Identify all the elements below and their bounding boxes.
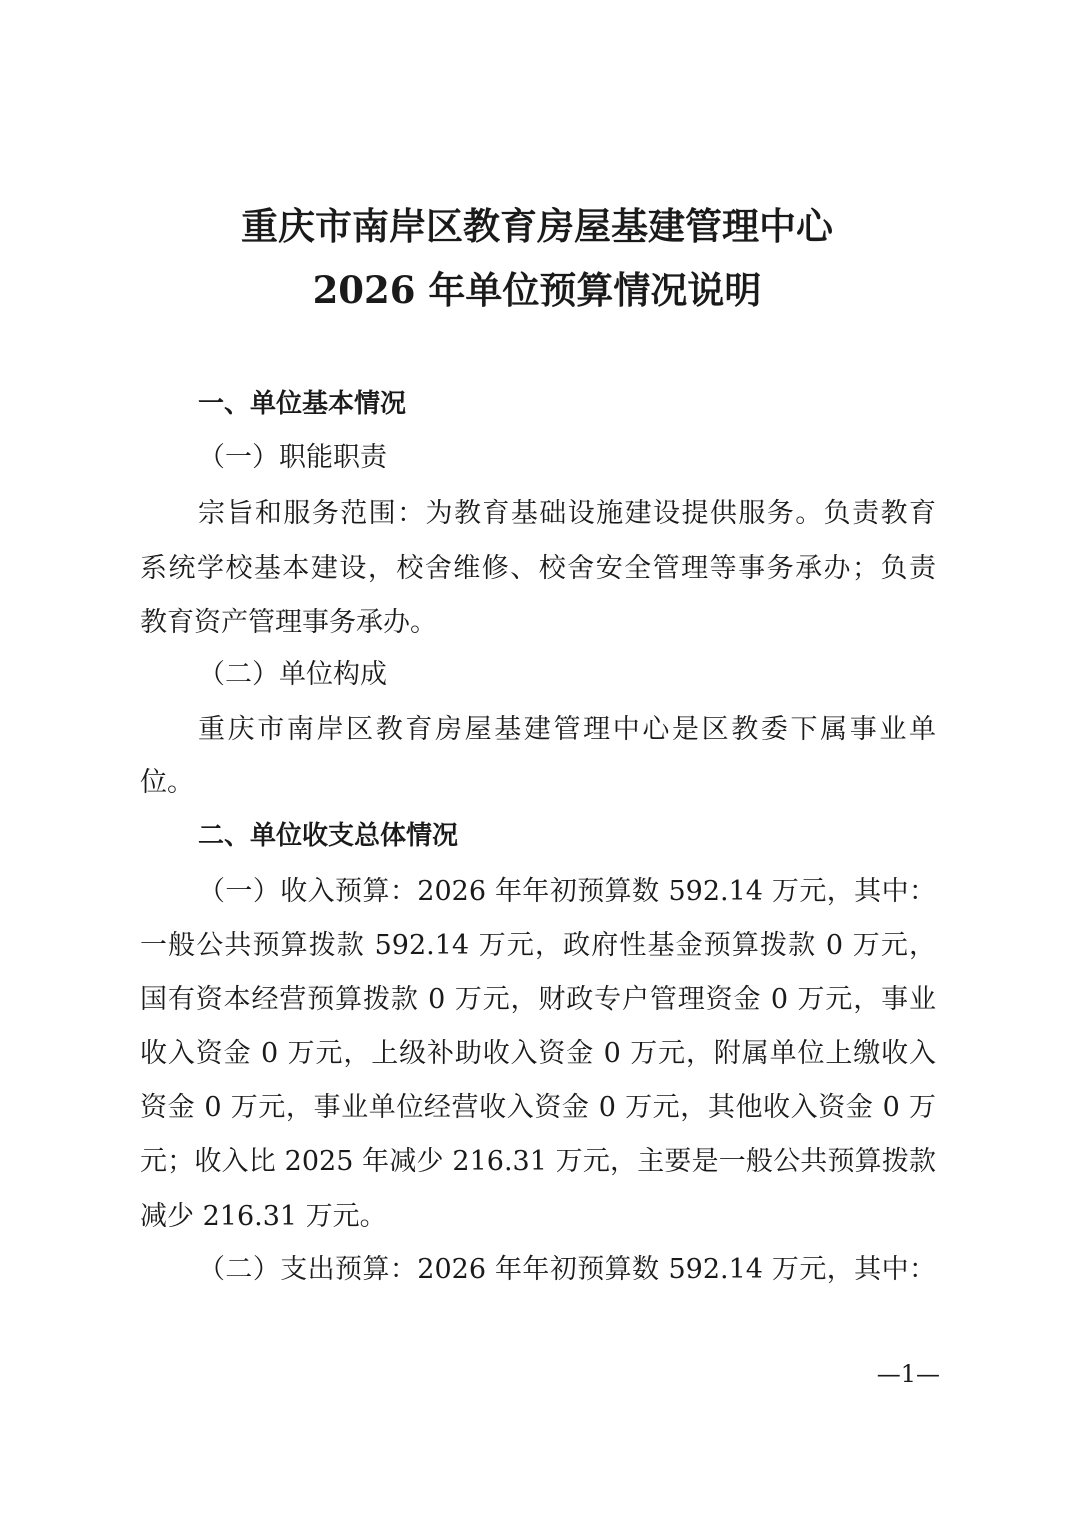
paragraph-line: （二）支出预算：2026 年年初预算数 592.14 万元，其中：	[198, 1254, 936, 1285]
page-number: —1—	[876, 1360, 940, 1388]
section2-heading: 二、单位收支总体情况	[198, 821, 459, 851]
paragraph-line: 元；收入比 2025 年减少 216.31 万元，主要是一般公共预算拨款	[140, 1146, 936, 1177]
section1-heading: 一、单位基本情况	[198, 389, 407, 419]
document-title-line1: 重庆市南岸区教育房屋基建管理中心	[241, 204, 833, 248]
paragraph-line: 教育资产管理事务承办。	[140, 607, 437, 638]
paragraph-line: 一般公共预算拨款 592.14 万元，政府性基金预算拨款 0 万元，	[140, 930, 936, 961]
document-title-line2: 2026 年单位预算情况说明	[312, 268, 762, 312]
section1-sub2-heading: （二）单位构成	[198, 659, 387, 690]
paragraph-line: 位。	[140, 767, 194, 798]
paragraph-line: （一）收入预算：2026 年年初预算数 592.14 万元，其中：	[198, 876, 936, 907]
paragraph-line: 重庆市南岸区教育房屋基建管理中心是区教委下属事业单	[198, 714, 936, 745]
paragraph-line: 宗旨和服务范围：为教育基础设施建设提供服务。负责教育	[198, 498, 936, 529]
paragraph-line: 国有资本经营预算拨款 0 万元，财政专户管理资金 0 万元，事业	[140, 984, 936, 1015]
paragraph-line: 资金 0 万元，事业单位经营收入资金 0 万元，其他收入资金 0 万	[140, 1092, 936, 1123]
section1-sub1-heading: （一）职能职责	[198, 442, 387, 473]
paragraph-line: 系统学校基本建设，校舍维修、校舍安全管理等事务承办；负责	[140, 553, 936, 584]
paragraph-line: 减少 216.31 万元。	[140, 1201, 387, 1232]
paragraph-line: 收入资金 0 万元，上级补助收入资金 0 万元，附属单位上缴收入	[140, 1038, 936, 1069]
